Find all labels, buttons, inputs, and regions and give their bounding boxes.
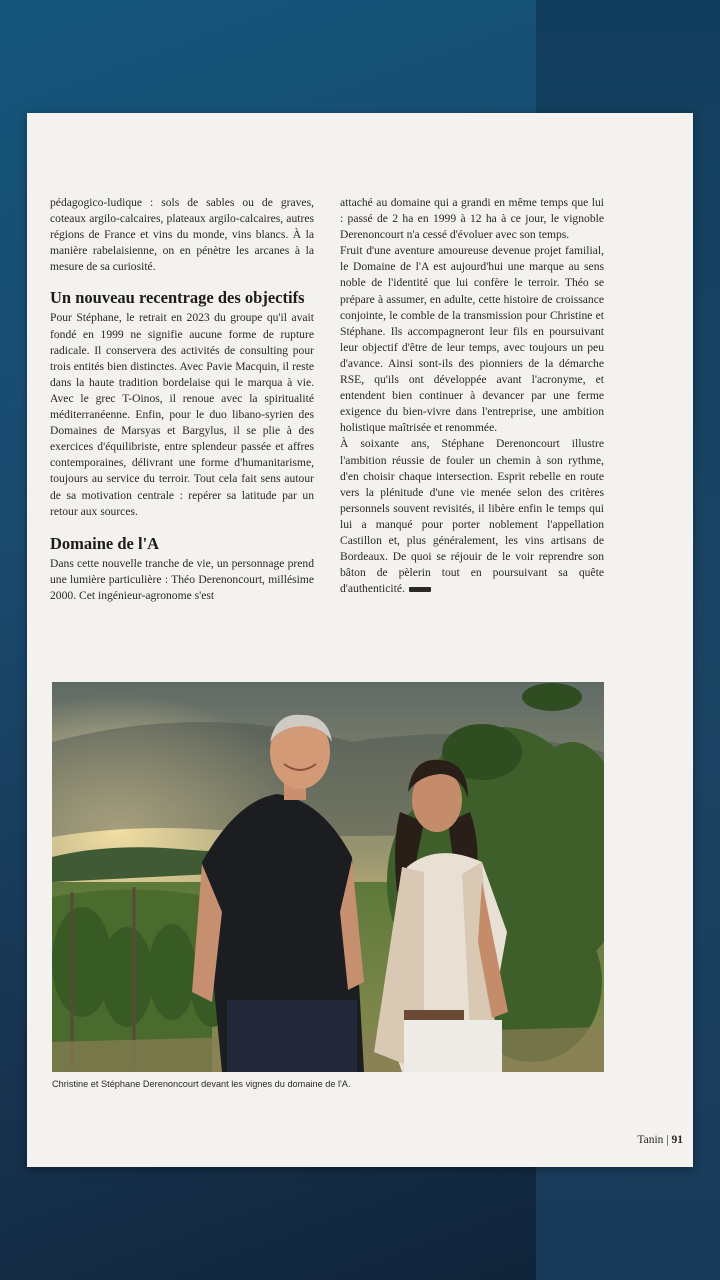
- right-paragraph-3-text: À soixante ans, Stéphane Derenoncourt illustre l'ambition réussie de fouler un chemin à son rythme, d'en choisir chaque intersection. Esprit rebelle en route vers la plénitude d'une vie menée selon des critères personnels souvent revisités, il libère enfin le temps qui lui a manqué pour porter noblement l'appellation Castillon et, plus généralement, les vins artisans de Bordeaux. De quoi se réjouir de le voir reprendre son bâton de pèlerin tout en poursuivant sa quête d'authenticité.: [340, 437, 604, 596]
- folio-separator: |: [666, 1134, 669, 1146]
- right-column: [340, 195, 604, 597]
- end-of-article-mark: [409, 587, 431, 592]
- right-paragraph-1: attaché au domaine qui a grandi en même temps que lui : passé de 2 ha en 1999 à 12 ha à ce jour, le vignoble Derenoncourt n'a cessé d'évoluer avec son temps.: [340, 196, 604, 242]
- section-heading-domaine: Domaine de l'A: [50, 533, 160, 553]
- magazine-page: [27, 113, 693, 1167]
- left-column: [50, 195, 314, 604]
- right-paragraph-3: [340, 436, 604, 597]
- intro-paragraph: pédagogico-ludique : sols de sables ou de graves, coteaux argilo-calcaires, plateaux argilo-calcaires, autres régions de France et vins du monde, vins blancs. À la manière rabelaisienne, on en pénètre les arcanes à la mesure de sa curiosité.: [50, 196, 314, 274]
- domaine-paragraph: Dans cette nouvelle tranche de vie, un personnage prend une lumière particulière : Théo Derenoncourt, millésime 2000. Cet ingénieur-agronome s'est: [50, 556, 314, 602]
- page-number: 91: [671, 1134, 683, 1146]
- photo-caption: Christine et Stéphane Derenoncourt devant les vignes du domaine de l'A.: [52, 1079, 351, 1089]
- section-heading-recentrage: Un nouveau recentrage des objectifs: [50, 288, 305, 308]
- recentrage-paragraph: Pour Stéphane, le retrait en 2023 du groupe qu'il avait fondé en 1999 ne signifie aucune forme de rupture radicale. Il conservera des activités de consulting pour trois entités bien distinctes. Avec Pavie Macquin, il reste dans la haute tradition bordelaise qui le marqua à vie. Avec le grec T-Oinos, il renoue avec la spiritualité méditerranéenne. Enfin, pour le duo libano-syrien des Domaines de Marsyas et Bargylus, il se plie à des exercices d'équilibriste, entre splendeur passée et affres contemporaines, délivrant une forme d'humanitarisme, toujours au service du terroir. Tout cela fait sens autour de sa motivation centrale : repérer sa latitude par un retour aux sources.: [50, 311, 314, 518]
- page-folio: [637, 1134, 683, 1146]
- couple-vineyard-photo: [52, 682, 604, 1072]
- magazine-name: Tanin: [637, 1134, 664, 1146]
- right-paragraph-2: Fruit d'une aventure amoureuse devenue projet familial, le Domaine de l'A est aujourd'hui une marque au sens noble de l'identité que lui confère le terroir. Théo se prépare à assumer, en adulte, cette histoire de croissance conjointe, le comble de la transmission pour Christine et Stéphane. Ils accompagneront leur fils en poursuivant leur objectif d'être de leur temps, avec toujours un peu d'avance. Ainsi sont-ils des pionniers de la démarche RSE, qu'ils ont développée avant l'acronyme, et entendent bien continuer à devancer par une ferme exigence du bien-vivre dans l'entreprise, une ambition holistique maîtrisée et renommée.: [340, 244, 604, 435]
